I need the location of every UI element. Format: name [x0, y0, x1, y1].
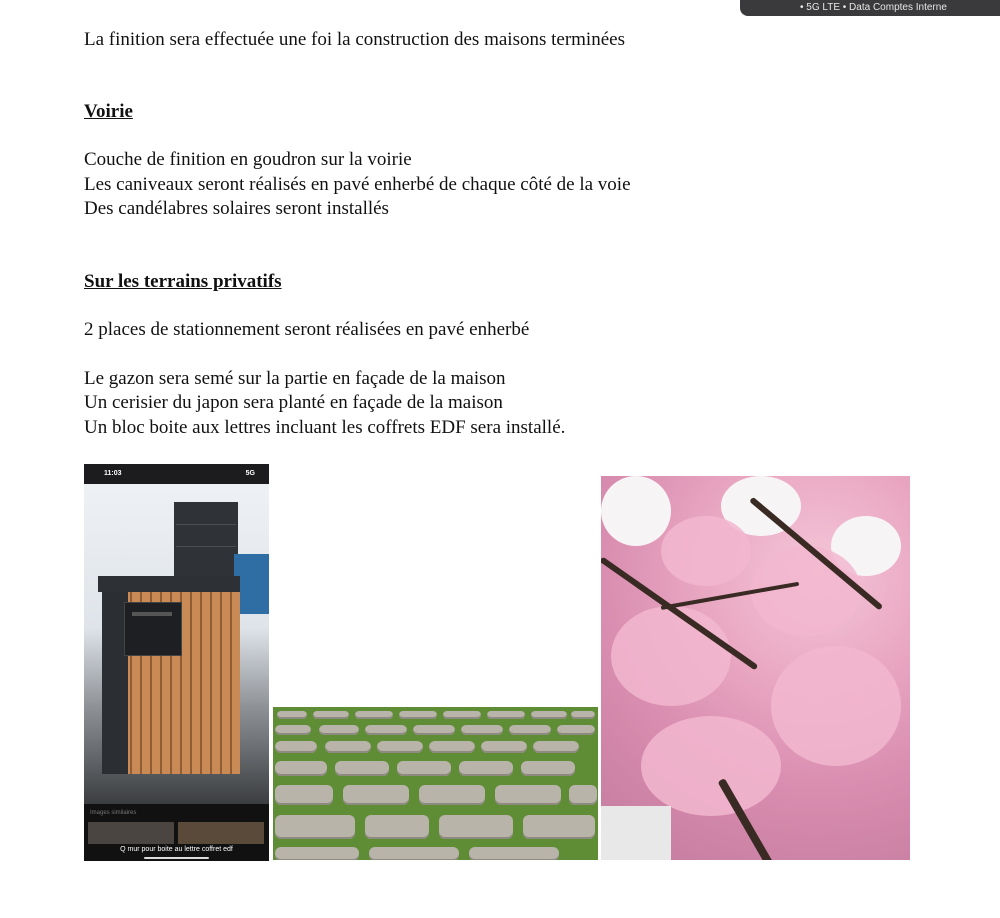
- thumbnail: [178, 822, 264, 844]
- status-time: 11:03: [104, 470, 122, 477]
- mailbox-cap: [98, 576, 240, 592]
- paver-stone: [509, 725, 551, 735]
- paver-stone: [523, 815, 595, 839]
- paver-stone: [439, 815, 513, 839]
- paver-stone: [275, 815, 355, 839]
- paver-stone: [521, 761, 575, 776]
- similar-images-strip: [84, 804, 269, 861]
- paver-stone: [275, 761, 327, 776]
- gallery-label: Images similaires: [90, 810, 137, 816]
- parking-line: 2 places de stationnement seront réalisées en pavé enherbé: [84, 319, 530, 340]
- paver-stone: [325, 741, 371, 753]
- overlay-text: • 5G LTE • Data Comptes Interne: [800, 2, 947, 13]
- paver-stone: [481, 741, 527, 753]
- paver-stone: [275, 847, 359, 860]
- mailbox-scene: [84, 484, 269, 804]
- paver-stone: [275, 725, 311, 735]
- paver-stone: [355, 711, 393, 719]
- paver-stone: [569, 785, 597, 805]
- background-house: [601, 806, 671, 860]
- letterbox-slot: [124, 602, 182, 656]
- paver-stone: [533, 741, 579, 753]
- paver-stone: [413, 725, 455, 735]
- blossom-cluster: [611, 606, 731, 706]
- grass-paver-photo: [273, 707, 598, 860]
- paver-stone: [365, 815, 429, 839]
- voirie-line-2: Les caniveaux seront réalisés en pavé enherbé de chaque côté de la voie: [84, 174, 631, 195]
- paver-stone: [343, 785, 409, 805]
- paver-stone: [335, 761, 389, 776]
- paver-stone: [469, 847, 559, 860]
- home-indicator: [144, 857, 209, 859]
- paver-stone: [313, 711, 349, 719]
- door-panel-line: [176, 524, 236, 525]
- section-heading-voirie: Voirie: [84, 101, 133, 122]
- status-signal: 5G: [245, 470, 255, 477]
- cherry-blossom-photo: [601, 476, 910, 860]
- voirie-line-3: Des candélabres solaires seront installés: [84, 198, 389, 219]
- paver-stone: [557, 725, 595, 735]
- terrains-line-1: Le gazon sera semé sur la partie en façade de la maison: [84, 368, 506, 389]
- paver-stone: [461, 725, 503, 735]
- paver-stone: [369, 847, 459, 860]
- paver-stone: [429, 741, 475, 753]
- paver-stone: [397, 761, 451, 776]
- mailbox-photo: [84, 464, 269, 861]
- paver-stone: [365, 725, 407, 735]
- paver-stone: [377, 741, 423, 753]
- thumbnail: [88, 822, 174, 844]
- blossom-cluster: [661, 516, 751, 586]
- sky-patch: [601, 476, 671, 546]
- phone-status-bar: [84, 464, 269, 484]
- intro-text: La finition sera effectuée une foi la construction des maisons terminées: [84, 29, 625, 50]
- paver-stone: [319, 725, 359, 735]
- paver-stone: [495, 785, 561, 805]
- paver-stone: [399, 711, 437, 719]
- paver-stone: [459, 761, 513, 776]
- paver-stone: [277, 711, 307, 719]
- blossom-cluster: [641, 716, 781, 816]
- paver-stone: [275, 741, 317, 753]
- door-panel-line: [176, 546, 236, 547]
- browser-tab-overlay: [740, 0, 1000, 16]
- garage-door: [174, 502, 238, 582]
- search-caption: Q mur pour boite au lettre coffret edf: [120, 846, 233, 853]
- terrains-line-2: Un cerisier du japon sera planté en façade de la maison: [84, 392, 503, 413]
- letterbox-flap: [132, 612, 172, 616]
- voirie-line-1: Couche de finition en goudron sur la voirie: [84, 149, 412, 170]
- blossom-cluster: [771, 646, 901, 766]
- paver-stone: [571, 711, 595, 719]
- section-heading-terrains: Sur les terrains privatifs: [84, 271, 282, 292]
- paver-stone: [443, 711, 481, 719]
- paver-stone: [419, 785, 485, 805]
- paver-stone: [487, 711, 525, 719]
- terrains-line-3: Un bloc boite aux lettres incluant les coffrets EDF sera installé.: [84, 417, 566, 438]
- paver-stone: [275, 785, 333, 805]
- paver-stone: [531, 711, 567, 719]
